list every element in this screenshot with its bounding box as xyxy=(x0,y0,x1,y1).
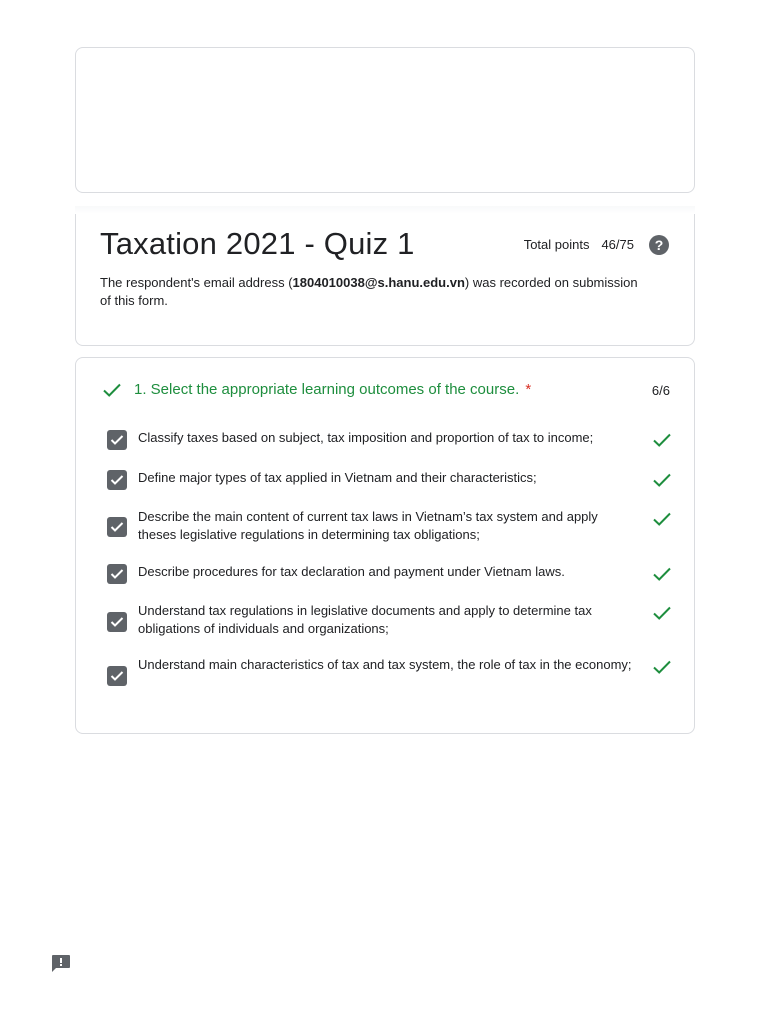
option-checkbox[interactable] xyxy=(107,612,127,632)
option-label: Describe procedures for tax declaration and payment under Vietnam laws. xyxy=(138,564,565,579)
option-label: Describe the main content of current tax laws in Vietnam’s tax system and apply theses legislative regulations in determining tax obligations; xyxy=(138,509,598,542)
correct-check-icon xyxy=(652,659,672,675)
option-label: Understand main characteristics of tax and tax system, the role of tax in the economy; xyxy=(138,657,632,672)
option-checkbox[interactable] xyxy=(107,666,127,686)
help-circle-icon[interactable]: ? xyxy=(649,235,669,255)
option-row xyxy=(107,469,672,509)
question-title xyxy=(134,381,531,398)
checkbox-check-icon xyxy=(110,521,124,533)
option-label: Define major types of tax applied in Vietnam and their characteristics; xyxy=(138,470,537,485)
checkbox-check-icon xyxy=(110,616,124,628)
option-checkbox[interactable] xyxy=(107,564,127,584)
form-title: Taxation 2021 - Quiz 1 xyxy=(100,226,415,261)
option-label: Understand tax regulations in legislative documents and apply to determine tax obligations of individuals and organizations; xyxy=(138,603,592,636)
question-score: 6/6 xyxy=(651,383,670,398)
checkbox-check-icon xyxy=(110,474,124,486)
checkbox-check-icon xyxy=(110,434,124,446)
correct-check-icon xyxy=(652,605,672,621)
email-recorded-note xyxy=(100,274,640,310)
option-row xyxy=(107,602,672,642)
option-row xyxy=(107,656,672,696)
checkbox-check-icon xyxy=(110,568,124,580)
question-title-text: 1. Select the appropriate learning outcomes of the course. xyxy=(134,381,520,398)
total-points-label: Total points xyxy=(523,237,590,252)
required-asterisk: * xyxy=(525,381,532,398)
option-row xyxy=(107,429,672,469)
total-points xyxy=(524,237,634,252)
option-label: Classify taxes based on subject, tax imposition and proportion of tax to income; xyxy=(138,430,594,445)
correct-check-icon xyxy=(652,432,672,448)
option-checkbox[interactable] xyxy=(107,517,127,537)
form-header-card xyxy=(75,206,695,346)
option-checkbox[interactable] xyxy=(107,470,127,490)
report-feedback-icon[interactable] xyxy=(50,954,71,973)
option-row xyxy=(107,508,672,548)
email-note-suffix: ) was recorded on submission of this form. xyxy=(100,275,638,308)
correct-check-icon xyxy=(652,511,672,527)
option-checkbox[interactable] xyxy=(107,430,127,450)
correct-check-icon xyxy=(652,472,672,488)
checkbox-check-icon xyxy=(110,670,124,682)
email-note-prefix: The respondent's email address ( xyxy=(100,275,293,290)
respondent-email: 1804010038@s.hanu.edu.vn xyxy=(292,275,465,290)
check-icon xyxy=(102,382,122,398)
correct-check-icon xyxy=(652,566,672,582)
question-card xyxy=(75,357,695,734)
option-row xyxy=(107,563,672,603)
total-points-value: 46/75 xyxy=(601,237,634,252)
header-banner xyxy=(75,47,695,193)
